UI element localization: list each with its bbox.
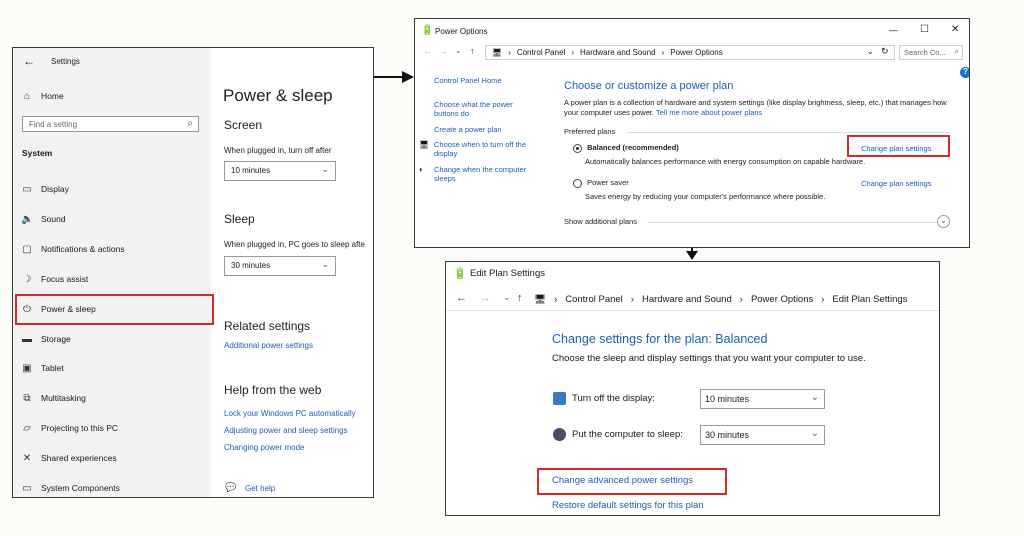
plan-power-saver-radio[interactable]	[573, 178, 629, 188]
arrow-head-icon	[402, 71, 414, 83]
power-buttons-link[interactable]: Choose what the power buttons do	[434, 100, 513, 118]
sleep-timeout-value: 30 minutes	[231, 261, 271, 270]
window-title: Edit Plan Settings	[470, 268, 545, 279]
close-button[interactable]: ✕	[951, 24, 960, 35]
address-bar[interactable]: 🖥 › Control Panel › Hardware and Sound › Power Options › Edit Plan Settings	[534, 293, 908, 305]
sidebar-item-label: Tablet	[41, 363, 64, 373]
sidebar-item-label: Multitasking	[41, 393, 86, 403]
restore-defaults-link[interactable]: Restore default settings for this plan	[552, 500, 704, 511]
breadcrumb-item[interactable]: Hardware and Sound	[579, 48, 656, 57]
display-label: Turn off the display:	[572, 393, 655, 404]
breadcrumb-item[interactable]: Hardware and Sound	[641, 293, 732, 305]
highlight-change-plan	[847, 135, 950, 157]
power-plan-heading: Choose or customize a power plan	[564, 80, 734, 92]
power-options-icon: 🔋	[453, 268, 467, 280]
search-input[interactable]	[22, 116, 199, 132]
recent-dropdown-icon[interactable]: ⌄	[455, 46, 462, 55]
chevron-down-icon[interactable]: ⌄	[867, 47, 874, 56]
recent-dropdown-icon[interactable]: ⌄	[503, 292, 511, 302]
moon-icon: ☽	[22, 273, 32, 285]
plan-description: Saves energy by reducing your computer's performance where possible.	[585, 192, 826, 201]
section-title: System	[22, 148, 53, 158]
notifications-icon: ▢	[22, 243, 32, 255]
sleep-label: When plugged in, PC goes to sleep afte	[224, 240, 365, 249]
get-help-link[interactable]: Get help	[245, 484, 276, 493]
help-icon[interactable]: ?	[960, 67, 970, 78]
related-heading: Related settings	[224, 319, 311, 333]
help-link[interactable]: Changing power mode	[224, 443, 305, 452]
change-plan-settings-link[interactable]: Change plan settings	[861, 144, 932, 153]
sidebar-item-focus-assist[interactable]	[21, 271, 88, 287]
radio-icon	[573, 179, 582, 188]
radio-icon	[573, 144, 582, 153]
display-icon: ▭	[22, 183, 32, 195]
power-options-icon: 🔋	[421, 25, 434, 36]
sidebar-item-multitasking[interactable]	[21, 390, 86, 406]
sleep-label: Put the computer to sleep:	[572, 429, 683, 440]
divider	[627, 132, 951, 133]
moon-icon: ◐	[419, 165, 424, 174]
control-panel-home-link[interactable]: Control Panel Home	[434, 76, 502, 85]
back-nav-icon[interactable]: ←	[456, 292, 467, 304]
get-help-icon: 💬	[225, 482, 237, 492]
divider	[647, 222, 937, 223]
chevron-down-icon: ⌄	[810, 428, 819, 439]
breadcrumb-item[interactable]: Control Panel	[516, 48, 566, 57]
forward-nav-icon[interactable]: →	[480, 292, 491, 304]
plan-name: Balanced (recommended)	[587, 143, 679, 152]
minimize-button[interactable]: —	[889, 25, 898, 35]
power-options-window	[414, 18, 970, 248]
sidebar-item-label: System Components	[41, 483, 120, 493]
help-link[interactable]: Lock your Windows PC automatically	[224, 409, 356, 418]
sidebar-item-label: Power & sleep	[41, 304, 96, 314]
sidebar-item-shared-experiences[interactable]	[21, 450, 117, 466]
more-info-link[interactable]: Tell me more about power plans	[656, 108, 763, 117]
sleep-timeout-value: 30 minutes	[705, 430, 750, 440]
change-plan-settings-link[interactable]: Change plan settings	[861, 179, 932, 188]
refresh-icon[interactable]: ↻	[881, 46, 889, 56]
settings-window	[12, 47, 374, 498]
sidebar-item-projecting-to-this-pc[interactable]	[21, 420, 118, 436]
show-additional-plans[interactable]: Show additional plans	[564, 217, 637, 226]
edit-plan-window	[445, 261, 940, 516]
maximize-button[interactable]: ☐	[920, 24, 929, 35]
sleep-timeout-dropdown[interactable]	[224, 256, 336, 276]
home-label: Home	[41, 91, 64, 101]
back-nav-icon[interactable]: ←	[423, 46, 432, 56]
screen-label: When plugged in, turn off after	[224, 146, 332, 155]
control-panel-icon: 🖥	[492, 48, 503, 57]
display-icon	[553, 392, 566, 405]
chevron-down-icon: ⌄	[810, 392, 819, 403]
plan-description: Automatically balances performance with energy consumption on capable hardware.	[585, 157, 866, 166]
breadcrumb-item[interactable]: Power Options	[750, 293, 814, 305]
power-icon: ⏻	[23, 303, 31, 315]
display-icon: 🖥	[419, 140, 430, 149]
description-text: A power plan is a collection of hardware and system settings (like display brightness, sleep, etc.) that manages how your computer uses power.	[564, 98, 947, 117]
sidebar-item-label: Notifications & actions	[41, 244, 125, 254]
sidebar-item-label: Projecting to this PC	[41, 423, 119, 433]
multitasking-icon: ⧉	[23, 392, 31, 404]
plan-name: Power saver	[587, 178, 629, 187]
sidebar-item-power-sleep[interactable]	[21, 301, 96, 317]
sidebar-item-system-components[interactable]	[21, 480, 120, 496]
sidebar-item-storage[interactable]	[21, 331, 71, 347]
sidebar-item-label: Display	[41, 184, 69, 194]
window-title: Power Options	[435, 27, 488, 36]
home-icon: ⌂	[23, 90, 31, 102]
plan-subheading: Choose the sleep and display settings that you want your computer to use.	[552, 353, 866, 364]
sidebar-item-notifications-actions[interactable]	[21, 241, 125, 257]
up-arrow-icon[interactable]: ↑	[470, 46, 475, 56]
sidebar-item-label: Focus assist	[41, 274, 89, 284]
sleep-heading: Sleep	[224, 212, 255, 226]
chevron-down-icon: ⌄	[321, 259, 329, 269]
preferred-plans-label: Preferred plans	[564, 127, 616, 136]
page-title: Power & sleep	[223, 86, 333, 105]
components-icon: ▭	[22, 482, 32, 494]
home-item[interactable]	[21, 88, 64, 104]
breadcrumb-item[interactable]: Power Options	[670, 48, 723, 57]
highlight-advanced-link	[537, 468, 727, 495]
display-timeout-dropdown[interactable]	[700, 389, 825, 409]
search-input[interactable]	[899, 45, 963, 60]
chevron-down-icon: ⌄	[321, 164, 329, 174]
screen-timeout-dropdown[interactable]	[224, 161, 336, 181]
window-title: Settings	[51, 57, 80, 66]
control-panel-icon: 🖥	[534, 293, 547, 305]
sound-icon: 🔈	[21, 213, 34, 225]
up-arrow-icon[interactable]: ↑	[517, 292, 523, 304]
arrow-head-icon	[686, 251, 698, 260]
additional-power-settings-link[interactable]: Additional power settings	[224, 341, 313, 350]
address-bar[interactable]: 🖥 › Control Panel › Hardware and Sound › Power Options	[485, 45, 895, 60]
divider	[446, 310, 939, 311]
projecting-icon: ▱	[23, 422, 31, 434]
advanced-power-settings-link[interactable]: Change advanced power settings	[552, 475, 694, 486]
storage-icon: ▬	[22, 333, 32, 345]
breadcrumb-item[interactable]: Edit Plan Settings	[832, 293, 908, 305]
sidebar-item-display[interactable]	[21, 181, 69, 197]
create-plan-link[interactable]: Create a power plan	[434, 125, 502, 134]
screen-timeout-value: 10 minutes	[231, 166, 271, 175]
sidebar-item-sound[interactable]	[21, 211, 66, 227]
search-icon: ⌕	[187, 118, 193, 129]
expand-chevron-icon[interactable]: ⌄	[937, 215, 950, 228]
sleep-timeout-dropdown[interactable]	[700, 425, 825, 445]
moon-icon	[553, 428, 566, 441]
plan-heading: Change settings for the plan: Balanced	[552, 332, 768, 346]
breadcrumb-item[interactable]: Control Panel	[565, 293, 623, 305]
help-link[interactable]: Adjusting power and sleep settings	[224, 426, 348, 435]
back-arrow-icon[interactable]: ←	[23, 54, 35, 68]
power-plan-description	[564, 98, 954, 118]
computer-sleeps-link[interactable]: Change when the computer sleeps	[434, 165, 527, 183]
sidebar-item-tablet[interactable]	[21, 360, 64, 376]
tablet-icon: ▣	[22, 362, 32, 374]
plan-balanced-radio[interactable]	[573, 143, 679, 153]
sidebar-item-label: Shared experiences	[41, 453, 117, 463]
shared-icon: ✕	[22, 452, 32, 464]
screen-heading: Screen	[224, 118, 263, 132]
search-placeholder: Find a setting	[29, 120, 78, 129]
forward-nav-icon[interactable]: →	[439, 46, 448, 56]
sidebar-item-label: Sound	[41, 214, 66, 224]
sidebar-item-label: Storage	[41, 334, 71, 344]
help-heading: Help from the web	[224, 383, 322, 397]
search-placeholder: Search Co...	[904, 48, 946, 57]
turn-off-display-link[interactable]: Choose when to turn off the display	[434, 140, 527, 158]
display-timeout-value: 10 minutes	[705, 394, 750, 404]
search-icon: ⌕	[954, 47, 959, 56]
